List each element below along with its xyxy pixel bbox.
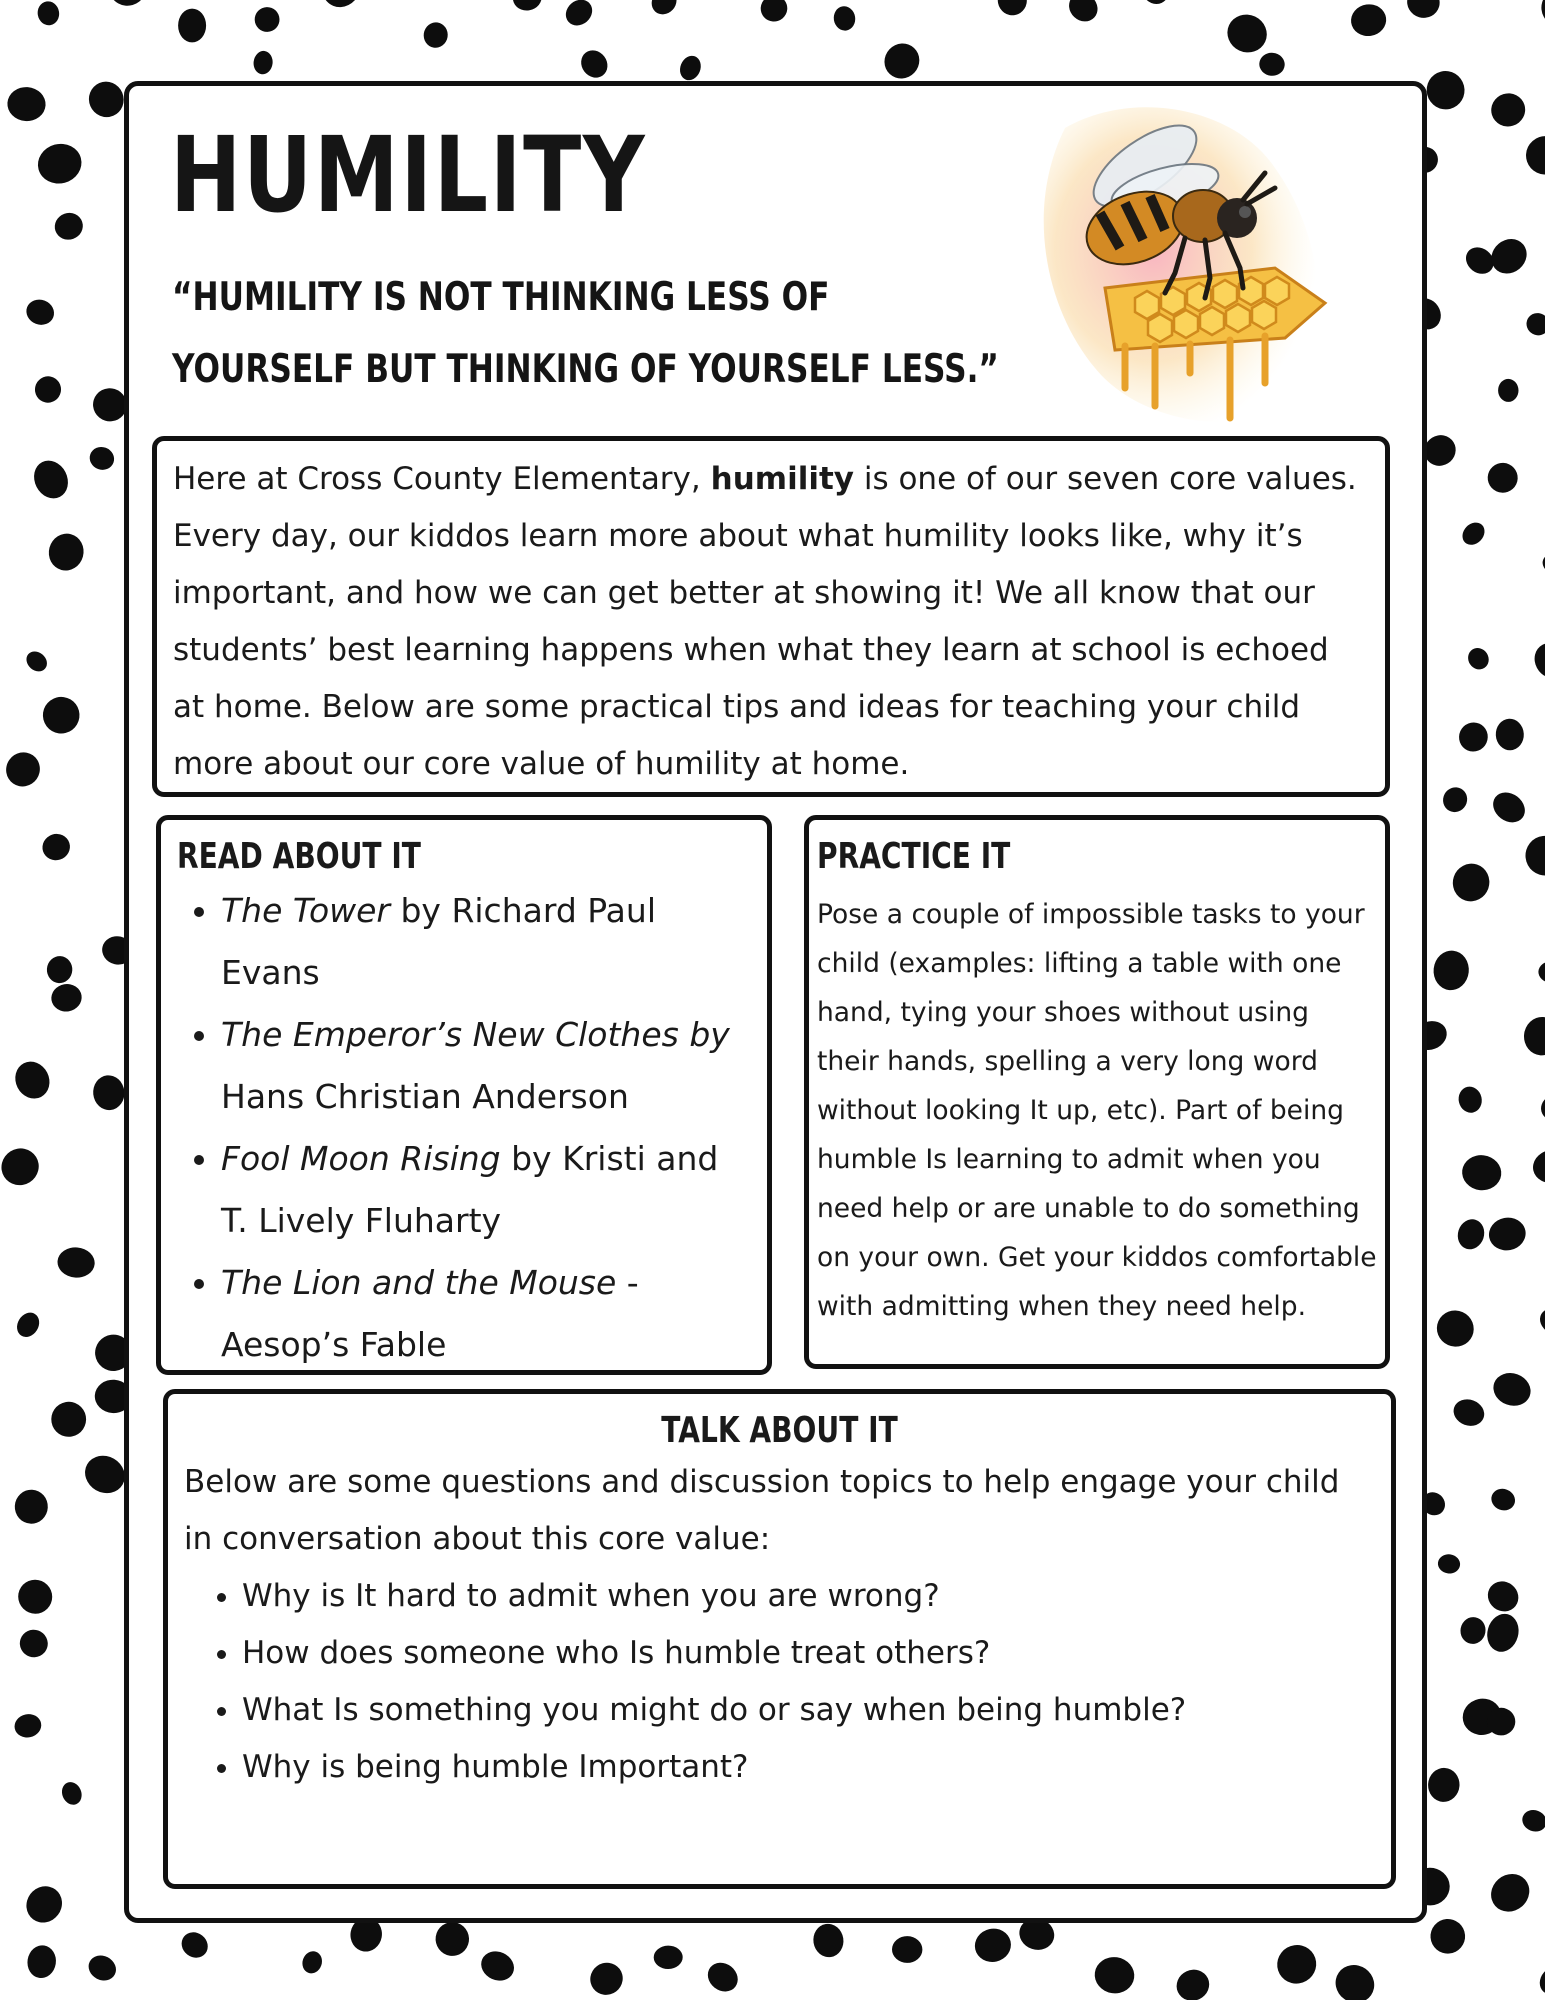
polka-dot	[1258, 52, 1285, 77]
polka-dot	[1092, 1955, 1136, 1996]
polka-dot	[1538, 961, 1545, 983]
quote	[172, 262, 1052, 406]
book-item	[221, 1252, 751, 1376]
polka-dot	[1535, 1303, 1545, 1340]
polka-dot	[14, 1489, 49, 1525]
polka-dot	[832, 5, 857, 32]
book-title: The Emperor’s New Clothes by	[221, 1015, 730, 1054]
polka-dot	[1432, 949, 1471, 992]
polka-dot	[1529, 638, 1545, 684]
polka-dot	[36, 690, 87, 741]
polka-dot	[49, 982, 83, 1014]
polka-dot	[576, 45, 613, 83]
polka-dot	[11, 1573, 59, 1621]
polka-dot	[647, 0, 682, 19]
book-author: Hans Christian Anderson	[221, 1077, 629, 1116]
book-author: -Aesop’s Fable	[221, 1263, 639, 1364]
polka-dot	[1482, 1575, 1525, 1617]
polka-dot	[178, 9, 206, 43]
polka-dot	[1426, 1915, 1470, 1959]
polka-dot	[1431, 1305, 1479, 1353]
intro-text-start: Here at Cross County Elementary,	[173, 461, 711, 497]
intro-text-end: is one of our seven core values. Every day, our kiddos learn more about what humility looks like, why it’s important, and how we can get better at showing it! We all know that our students’ best learning happens when what they learn at school is echoed at home. Below are some practical tips and ideas for teaching your child more about our core value of humility at home.	[173, 461, 1357, 782]
talk-heading: TALK ABOUT IT	[661, 1410, 898, 1451]
polka-dot	[1437, 1553, 1461, 1575]
polka-dot	[1450, 1395, 1488, 1430]
book-author: by Kristi and T. Lively Fluharty	[221, 1139, 719, 1240]
polka-dot	[48, 1399, 89, 1440]
question-list	[184, 1568, 1375, 1796]
practice-heading: PRACTICE IT	[817, 836, 1011, 877]
polka-dot	[25, 1943, 58, 1980]
polka-dot	[1534, 1961, 1545, 1999]
polka-dot	[86, 444, 117, 474]
polka-dot	[1270, 1938, 1323, 1991]
polka-dot	[0, 1141, 46, 1192]
polka-dot	[1423, 67, 1469, 113]
polka-dot	[39, 830, 73, 863]
book-item	[221, 1004, 751, 1128]
polka-dot	[84, 1951, 120, 1985]
polka-dot	[1458, 518, 1489, 549]
quote-line-2: YOURSELF BUT THINKING OF YOURSELF LESS.”	[172, 347, 999, 392]
polka-dot	[995, 0, 1029, 18]
bee-honeycomb-illustration	[1025, 88, 1345, 436]
polka-dot	[1171, 1964, 1214, 2000]
polka-dot	[1519, 1807, 1545, 1835]
polka-dot	[1063, 0, 1103, 27]
polka-dot	[877, 36, 926, 85]
book-item	[221, 1128, 751, 1252]
polka-dot	[254, 7, 280, 33]
book-author: by Richard Paul Evans	[221, 891, 656, 992]
polka-dot	[33, 374, 64, 405]
polka-dot	[9, 1056, 56, 1105]
polka-dot	[33, 139, 86, 188]
polka-dot	[1427, 1767, 1461, 1803]
question-item: • Why is It hard to admit when you are wrong?	[242, 1568, 1375, 1625]
polka-dot	[104, 0, 151, 10]
polka-dot	[1537, 1091, 1545, 1125]
polka-dot	[1521, 131, 1545, 180]
intro-paragraph	[173, 451, 1369, 793]
talk-intro: Below are some questions and discussion topics to help engage your child in conversation about this core value:	[184, 1464, 1340, 1557]
polka-dot	[1487, 786, 1531, 828]
polka-dot	[561, 0, 598, 31]
polka-dot	[972, 1925, 1015, 1965]
polka-dot	[432, 1919, 473, 1960]
polka-dot	[12, 1712, 43, 1740]
polka-dot	[36, 0, 61, 27]
polka-dot	[1539, 551, 1545, 578]
polka-dot	[56, 1246, 96, 1279]
polka-dot	[1454, 1216, 1488, 1253]
polka-dot	[1281, 0, 1319, 3]
polka-dot	[1439, 783, 1472, 816]
polka-dot	[59, 1779, 86, 1808]
question-item: • Why is being humble Important?	[242, 1739, 1375, 1796]
polka-dot	[28, 455, 75, 504]
polka-dot	[51, 209, 86, 243]
book-list	[177, 880, 751, 1376]
polka-dot	[83, 76, 129, 122]
polka-dot	[22, 647, 51, 675]
practice-it-box	[804, 815, 1390, 1369]
polka-dot	[1403, 0, 1443, 22]
polka-dot	[16, 1626, 51, 1661]
polka-dot	[1458, 1615, 1488, 1646]
polka-dot	[91, 1074, 126, 1112]
polka-dot	[315, 0, 368, 13]
polka-dot	[19, 1879, 69, 1930]
polka-dot	[1484, 232, 1533, 281]
polka-dot	[1495, 718, 1525, 751]
book-title: The Lion and the Mouse	[221, 1263, 617, 1302]
polka-dot	[1530, 1146, 1545, 1186]
polka-dot	[584, 1956, 629, 2000]
polka-dot	[1328, 1957, 1381, 2000]
polka-dot	[811, 1922, 846, 1960]
polka-dot	[177, 1927, 213, 1963]
polka-dot	[1488, 1485, 1518, 1513]
polka-dot	[46, 955, 73, 984]
polka-dot	[1489, 1368, 1535, 1411]
polka-dot	[1524, 834, 1545, 877]
question-item: • How does someone who Is humble treat others?	[242, 1625, 1375, 1682]
book-title: Fool Moon Rising	[221, 1139, 501, 1178]
talk-about-it-box	[163, 1389, 1396, 1889]
polka-dot	[1454, 718, 1492, 756]
polka-dot	[0, 746, 47, 793]
polka-dot	[653, 1945, 682, 1969]
polka-dot	[1483, 1610, 1523, 1655]
polka-dot	[1486, 1214, 1528, 1253]
polka-dot	[1498, 379, 1519, 402]
polka-dot	[1137, 0, 1173, 9]
polka-dot	[862, 0, 902, 5]
polka-dot	[1460, 1153, 1503, 1193]
polka-dot	[23, 296, 58, 329]
read-heading: READ ABOUT IT	[177, 836, 421, 877]
read-about-it-box	[156, 815, 772, 1375]
page-title: HUMILITY	[170, 114, 647, 236]
polka-dot	[1349, 2, 1388, 38]
question-item: • What Is something you might do or say when being humble?	[242, 1682, 1375, 1739]
polka-dot	[45, 530, 88, 575]
polka-dot	[1487, 462, 1519, 493]
polka-dot	[1483, 1866, 1537, 1919]
polka-dot	[1464, 644, 1493, 673]
intro-keyword: humility	[710, 461, 854, 497]
polka-dot	[299, 1949, 324, 1976]
polka-dot	[1221, 8, 1273, 59]
polka-dot	[702, 1957, 743, 1998]
polka-dot	[422, 21, 450, 50]
polka-dot	[511, 0, 544, 13]
polka-dot	[1487, 89, 1529, 130]
book-item	[221, 880, 751, 1004]
book-title: The Tower	[221, 891, 390, 930]
polka-dot	[1456, 1084, 1484, 1115]
polka-dot	[252, 50, 274, 76]
quote-line-1: “HUMILITY IS NOT THINKING LESS OF	[172, 275, 830, 320]
intro-box	[152, 436, 1390, 797]
polka-dot	[892, 1936, 923, 1963]
polka-dot	[757, 0, 790, 25]
polka-dot	[676, 53, 704, 84]
polka-dot	[6, 86, 46, 123]
polka-dot	[1540, 0, 1545, 28]
polka-dot	[1523, 309, 1545, 339]
polka-dot	[1448, 859, 1494, 906]
practice-body: Pose a couple of impossible tasks to your child (examples: lifting a table with one hand, tying your shoes without using their hands, spelling a very long word without looking It up, etc). Part of being humble Is learning to admit when you need help or are unable to do something on your own. Get your kiddos comfortable with admitting when they need help.	[817, 899, 1377, 1322]
polka-dot	[1523, 1016, 1545, 1057]
polka-dot	[477, 1946, 519, 1985]
polka-dot	[13, 1308, 44, 1341]
